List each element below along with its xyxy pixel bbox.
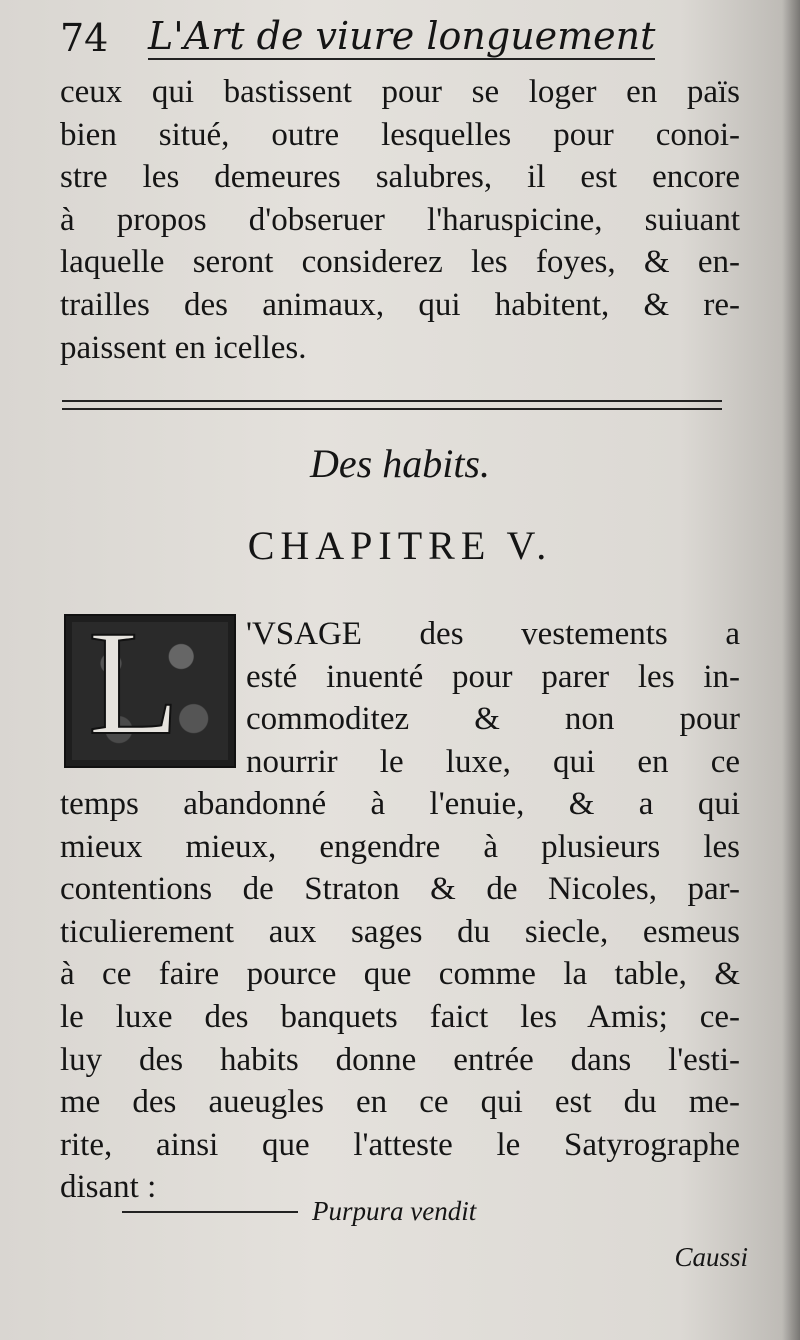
- text-line: ceux qui bastissent pour se loger en païs: [60, 74, 740, 110]
- text-line: le luxe des banquets faict les Amis; ce-: [60, 998, 740, 1035]
- text-line: temps abandonné à l'enuie, & a qui: [60, 786, 740, 822]
- text-line: commoditez & non pour: [246, 701, 740, 738]
- text-line: laquelle seront considerez les foyes, & en-: [60, 244, 740, 281]
- catchword: Caussi: [674, 1242, 748, 1272]
- text-line: esté inuenté pour parer les in-: [246, 658, 740, 695]
- text-line: stre les demeures salubres, il est encore: [60, 159, 740, 196]
- text-line: 'VSAGE des vestements a: [246, 616, 740, 652]
- paragraph-1: [60, 71, 740, 369]
- page-header: [56, 10, 716, 70]
- text-line: à propos d'obseruer l'haruspicine, suiuant: [60, 201, 740, 238]
- chapter-heading: CHAPITRE V.: [247, 523, 553, 568]
- text-line: me des aueugles en ce qui est du me-: [60, 1084, 740, 1121]
- text-line: luy des habits donne entrée dans l'esti-: [60, 1041, 740, 1078]
- paragraph-2-indented: [246, 613, 740, 783]
- text-line: trailles des animaux, qui habitent, & re-: [60, 286, 740, 323]
- text-line: rite, ainsi que l'atteste le Satyrographe: [60, 1126, 740, 1163]
- text-line: bien situé, outre lesquelles pour conoi-: [60, 116, 740, 153]
- text-line: mieux mieux, engendre à plusieurs les: [60, 828, 740, 865]
- text-line: à ce faire pource que comme la table, &: [60, 956, 740, 993]
- quotation: Purpura vendit: [312, 1196, 477, 1226]
- decorated-initial: [64, 600, 236, 768]
- page-edge-shadow: [782, 0, 800, 1340]
- running-head: L'Art de viure longuement: [148, 14, 656, 58]
- quote-rule: [122, 1211, 298, 1213]
- text-line: contentions de Straton & de Nicoles, par-: [60, 871, 740, 908]
- page-number: 74: [60, 16, 109, 60]
- text-line: disant :: [60, 1169, 157, 1206]
- text-line: nourrir le luxe, qui en ce: [246, 743, 740, 780]
- paragraph-2: [60, 783, 740, 1209]
- section-divider: [62, 400, 722, 410]
- section-title: Des habits.: [310, 441, 490, 486]
- text-line: paissent en icelles.: [60, 329, 307, 366]
- text-line: ticulierement aux sages du siecle, esmeus: [60, 913, 740, 950]
- drop-cap-letter: L: [88, 600, 180, 766]
